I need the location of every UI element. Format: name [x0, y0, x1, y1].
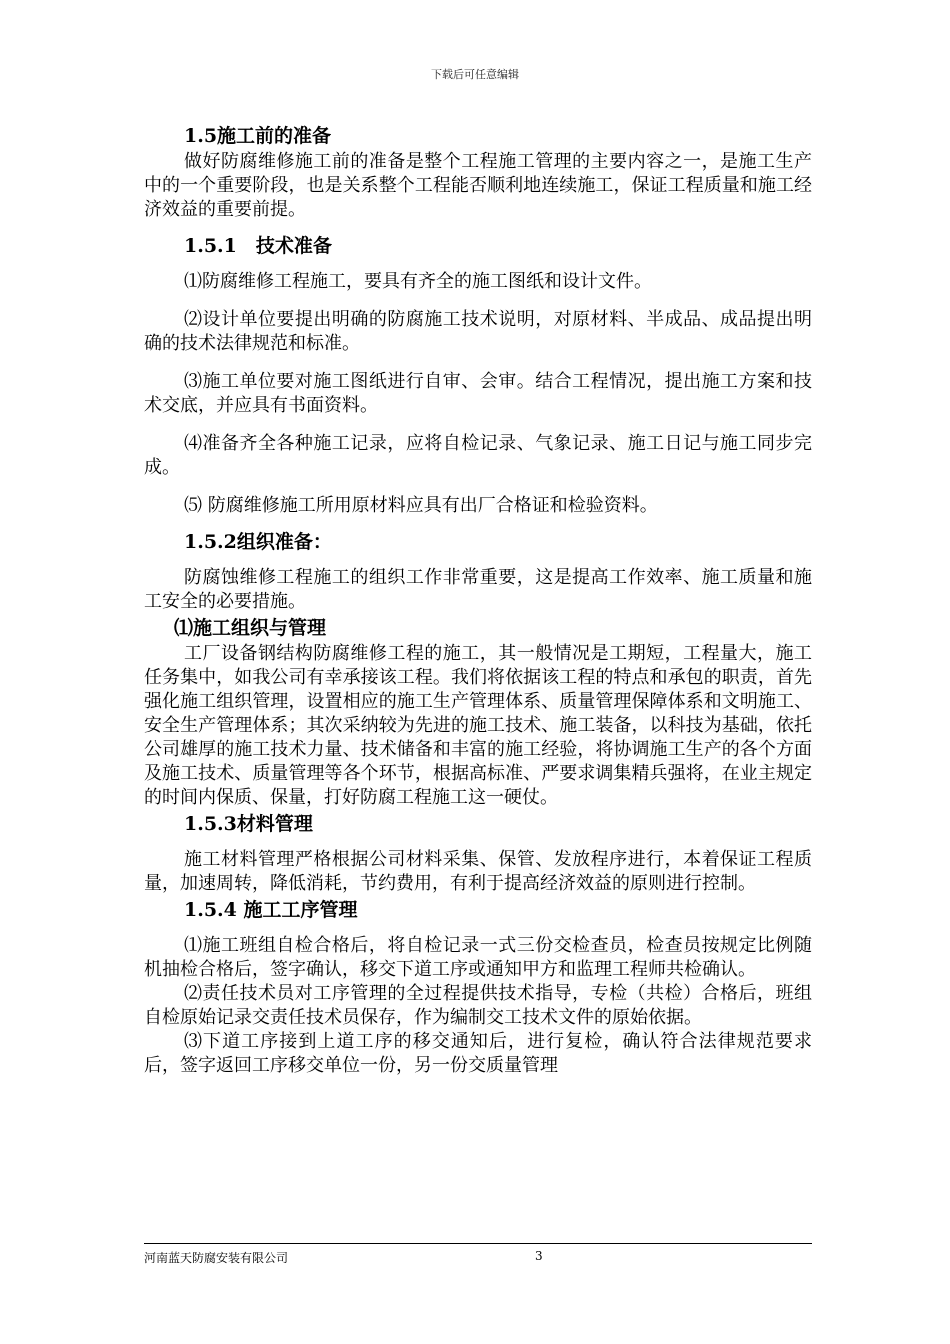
heading-1-5-3: 1.5.3材料管理: [184, 813, 313, 835]
list-item: ⑶下道工序接到上道工序的移交通知后，进行复检，确认符合法律规范要求后，签字返回工序移交单位一份，另一份交质量管理: [144, 1031, 812, 1076]
list-item: ⑸ 防腐维修施工所用原材料应具有出厂合格证和检验资料。: [184, 495, 658, 516]
paragraph: 工厂设备钢结构防腐维修工程的施工，其一般情况是工期短，工程量大，施工任务集中，如我公司有幸承接该工程。我们将依据该工程的特点和承包的职责，首先强化施工组织管理，设置相应的施工生产管理体系、质量管理保障体系和文明施工、安全生产管理体系；其次采纳较为先进的施工技术、施工装备，以科技为基础，依托公司雄厚的施工技术力量、技术储备和丰富的施工经验，将协调施工生产的各个方面及施工技术、质量管理等各个环节，根据高标准、严要求调集精兵强将，在业主规定的时间内保质、保量，打好防腐工程施工这一硬仗。: [144, 643, 812, 808]
page-header: 下载后可任意编辑: [431, 68, 519, 81]
paragraph: 施工材料管理严格根据公司材料采集、保管、发放程序进行，本着保证工程质量，加速周转，降低消耗，节约费用，有利于提高经济效益的原则进行控制。: [144, 849, 812, 894]
footer-company: 河南蓝天防腐安装有限公司: [144, 1251, 289, 1265]
list-item: ⑴防腐维修工程施工，要具有齐全的施工图纸和设计文件。: [184, 271, 652, 292]
sub-heading: ⑴施工组织与管理: [174, 617, 327, 639]
document-body: [144, 122, 812, 1078]
heading-1-5-2: 1.5.2组织准备：: [184, 531, 332, 553]
footer-divider: [144, 1243, 812, 1244]
list-item: ⑶施工单位要对施工图纸进行自审、会审。结合工程情况，提出施工方案和技术交底，并应具有书面资料。: [144, 371, 812, 416]
heading-1-5: 1.5施工前的准备: [184, 125, 332, 147]
paragraph: 防腐蚀维修工程施工的组织工作非常重要，这是提高工作效率、施工质量和施工安全的必要措施。: [144, 567, 812, 612]
page-number: 3: [535, 1249, 543, 1263]
heading-1-5-1: 1.5.1 技术准备: [184, 235, 332, 257]
paragraph: 做好防腐维修施工前的准备是整个工程施工管理的主要内容之一，是施工生产中的一个重要阶段，也是关系整个工程能否顺利地连续施工，保证工程质量和施工经济效益的重要前提。: [144, 151, 812, 220]
list-item: ⑵设计单位要提出明确的防腐施工技术说明，对原材料、半成品、成品提出明确的技术法律规范和标准。: [144, 309, 812, 354]
list-item: ⑷准备齐全各种施工记录，应将自检记录、气象记录、施工日记与施工同步完成。: [144, 433, 812, 478]
list-item: ⑵责任技术员对工序管理的全过程提供技术指导，专检（共检）合格后，班组自检原始记录交责任技术员保存，作为编制交工技术文件的原始依据。: [144, 983, 812, 1028]
list-item: ⑴施工班组自检合格后，将自检记录一式三份交检查员，检查员按规定比例随机抽检合格后，签字确认，移交下道工序或通知甲方和监理工程师共检确认。: [144, 935, 812, 980]
heading-1-5-4: 1.5.4 施工工序管理: [184, 899, 358, 921]
